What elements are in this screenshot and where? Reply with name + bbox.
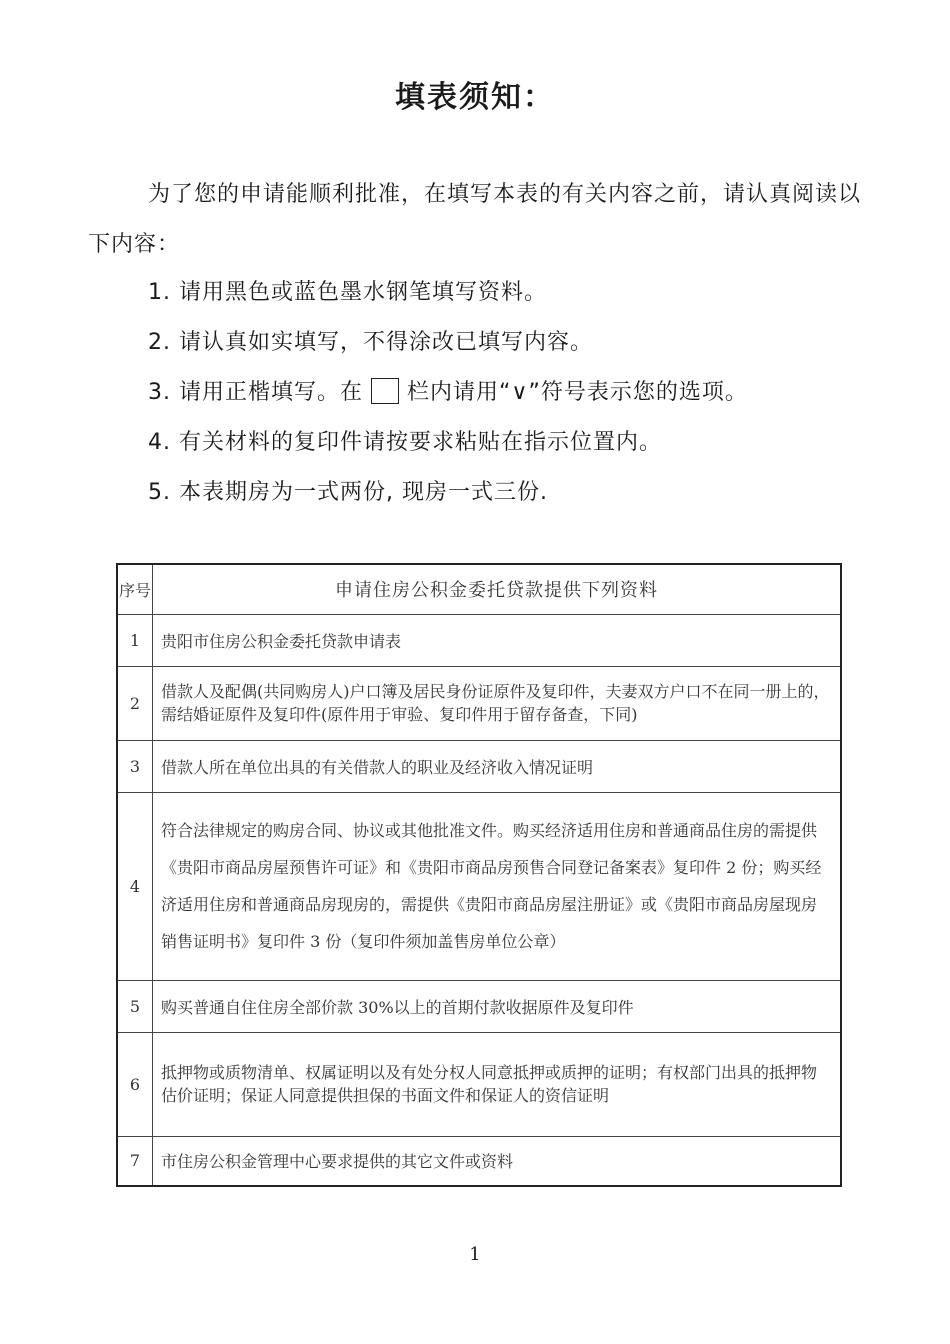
instruction-item-3 bbox=[148, 368, 888, 418]
table-row bbox=[117, 666, 841, 740]
checkbox-example-icon bbox=[371, 378, 399, 404]
table-row bbox=[117, 1136, 841, 1186]
row-number: 4 bbox=[117, 792, 153, 980]
instruction-item-4: 4. 有关材料的复印件请按要求粘贴在指示位置内。 bbox=[148, 430, 662, 455]
instructions-list bbox=[148, 268, 888, 518]
row-text: 符合法律规定的购房合同、协议或其他批准文件。购买经济适用住房和普通商品住房的需提供《贵阳市商品房屋预售许可证》和《贵阳市商品房预售合同登记备案表》复印件 2 份；购买经济适用住房和普通商品房现房的，需提供《贵阳市商品房屋注册证》或《贵阳市商品房屋现房销售证明书》复印件 3 份（复印件须加盖售房单位公章） bbox=[153, 792, 842, 980]
intro-paragraph: 为了您的申请能顺利批准，在填写本表的有关内容之前，请认真阅读以下内容： bbox=[88, 182, 862, 257]
table-row bbox=[117, 740, 841, 792]
row-number: 5 bbox=[117, 980, 153, 1032]
header-description: 申请住房公积金委托贷款提供下列资料 bbox=[153, 564, 842, 614]
instruction-item-2: 2. 请认真如实填写，不得涂改已填写内容。 bbox=[148, 330, 593, 355]
row-text: 贵阳市住房公积金委托贷款申请表 bbox=[153, 614, 842, 666]
header-seq: 序号 bbox=[117, 564, 153, 614]
instruction-3-text-before: 3. 请用正楷填写。在 bbox=[148, 380, 363, 405]
required-documents-table bbox=[116, 563, 842, 1187]
table-row bbox=[117, 980, 841, 1032]
instruction-item-1: 1. 请用黑色或蓝色墨水钢笔填写资料。 bbox=[148, 280, 547, 305]
table-row bbox=[117, 1032, 841, 1136]
row-text: 市住房公积金管理中心要求提供的其它文件或资料 bbox=[153, 1136, 842, 1186]
table-row bbox=[117, 792, 841, 980]
row-text: 抵押物或质物清单、权属证明以及有处分权人同意抵押或质押的证明；有权部门出具的抵押物估价证明；保证人同意提供担保的书面文件和保证人的资信证明 bbox=[153, 1032, 842, 1136]
instruction-item-5: 5. 本表期房为一式两份, 现房一式三份. bbox=[148, 480, 548, 505]
page-title: 填表须知： bbox=[395, 80, 555, 115]
page-number: 1 bbox=[469, 1244, 481, 1265]
row-text: 借款人所在单位出具的有关借款人的职业及经济收入情况证明 bbox=[153, 740, 842, 792]
row-text: 购买普通自住住房全部价款 30%以上的首期付款收据原件及复印件 bbox=[153, 980, 842, 1032]
table-row bbox=[117, 614, 841, 666]
row-number: 3 bbox=[117, 740, 153, 792]
row-number: 7 bbox=[117, 1136, 153, 1186]
row-number: 2 bbox=[117, 666, 153, 740]
table-header-row bbox=[117, 564, 841, 614]
instruction-3-text-after: 栏内请用“∨”符号表示您的选项。 bbox=[406, 380, 748, 405]
row-number: 1 bbox=[117, 614, 153, 666]
row-text: 借款人及配偶(共同购房人)户口簿及居民身份证原件及复印件，夫妻双方户口不在同一册上的，需结婚证原件及复印件(原件用于审验、复印件用于留存备查，下同) bbox=[153, 666, 842, 740]
row-number: 6 bbox=[117, 1032, 153, 1136]
